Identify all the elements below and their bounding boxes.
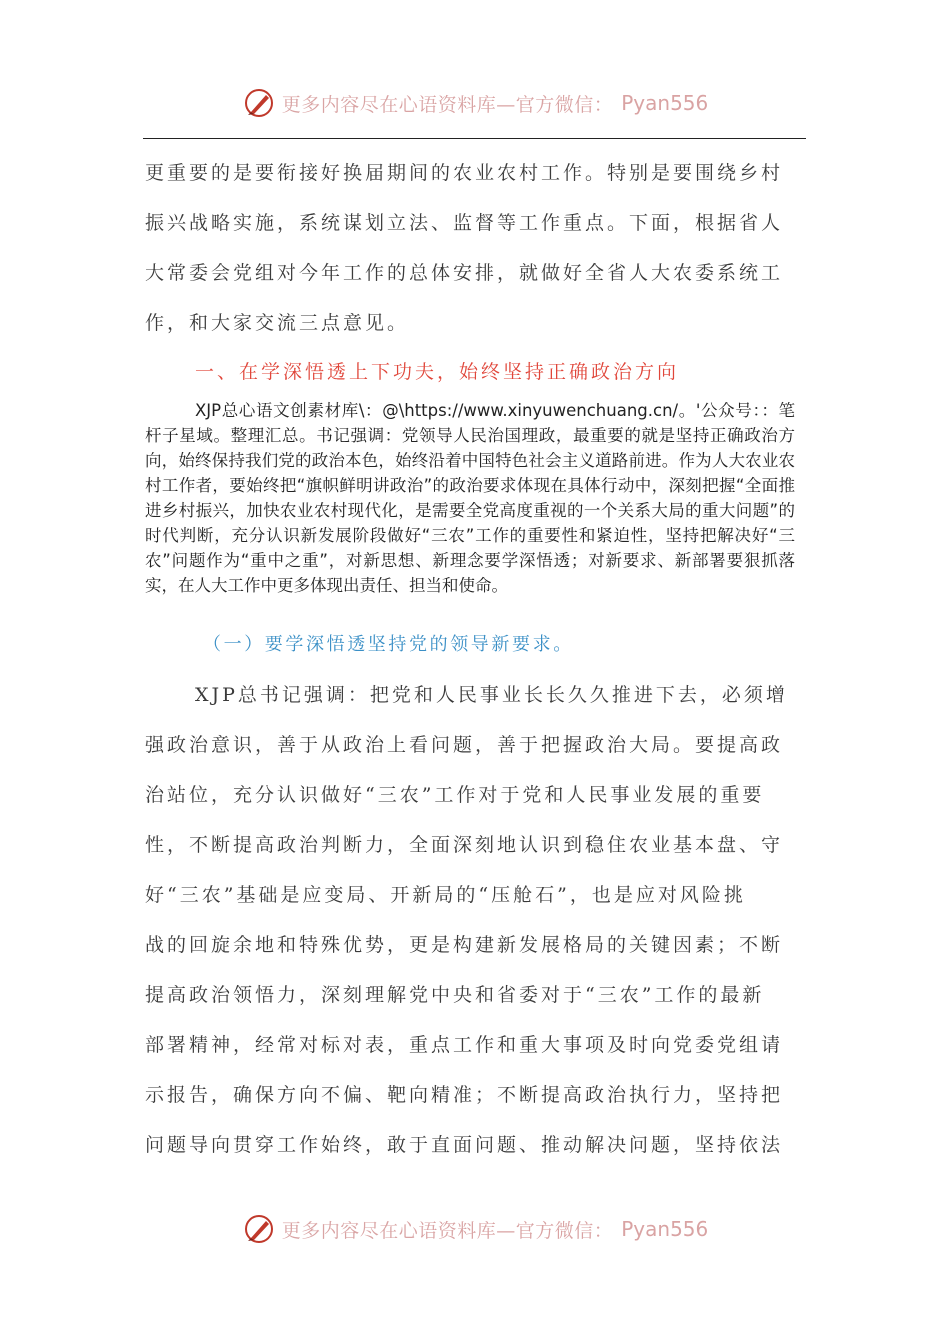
paragraph-text: XJP总心语文创素材库\：@\https://www.xinyuwenchuang.cn/。'公众号：：笔杆子星域。整理汇总。书记强调：党领导人民治国理政，最重要的就是坚持正确政治方向，始终保持我们党的政治本色，始终沿着中国特色社会主义道路前进。作为人大农业农村工作者，要始终把“旗帜鲜明讲政治”的政治要求体现在具体行动中，深刻把握“全面推进乡村振兴，加快农业农村现代化，是需要全党高度重视的一个关系大局的重大问题”的时代判断，充分认识新发展阶段做好“三农”工作的重要性和紧迫性，坚持把解决好“三农”问题作为“重中之重”，对新思想、新理念要学深悟透；对新要求、新部署要狠抓落实，在人大工作中更多体现出责任、担当和使命。 xyxy=(145,401,795,595)
text-line: 作，和大家交流三点意见。 xyxy=(145,312,410,334)
text-line: 战的回旋余地和特殊优势，更是构建新发展格局的关键因素；不断 xyxy=(145,934,784,956)
watermark-wechat-id: Pyan556 xyxy=(621,91,709,115)
footer-watermark xyxy=(0,1204,950,1254)
section-heading-1 xyxy=(145,347,795,397)
text-line: 示报告，确保方向不偏、靶向精准；不断提高政治执行力，坚持把 xyxy=(145,1084,784,1106)
section-heading-2 xyxy=(145,624,795,666)
text-line: 强政治意识，善于从政治上看问题，善于把握政治大局。要提高政 xyxy=(145,734,784,756)
subheading-text: （一）要学深悟透坚持党的领导新要求。 xyxy=(203,634,574,655)
heading-text: 一、在学深悟透上下功夫，始终坚持正确政治方向 xyxy=(195,361,680,383)
text-line: 好“三农”基础是应变局、开新局的“压舱石”，也是应对风险挑 xyxy=(145,884,746,906)
watermark-wechat-id: Pyan556 xyxy=(621,1217,709,1241)
text-line: 性，不断提高政治判断力，全面深刻地认识到稳住农业基本盘、守 xyxy=(145,834,784,856)
paragraph-1 xyxy=(145,148,795,348)
text-line: 更重要的是要衔接好换届期间的农业农村工作。特别是要围绕乡村 xyxy=(145,162,784,184)
text-line: 问题导向贯穿工作始终，敢于直面问题、推动解决问题，坚持依法 xyxy=(145,1134,784,1156)
paragraph-3 xyxy=(145,670,795,1170)
pen-logo-icon xyxy=(242,86,276,120)
text-line: XJP总书记强调：把党和人民事业长长久久推进下去，必须增 xyxy=(195,684,788,706)
watermark-text: 更多内容尽在心语资料库—官方微信： xyxy=(281,93,614,116)
header-divider xyxy=(143,138,806,139)
header-watermark xyxy=(0,78,950,128)
text-line: 提高政治领悟力，深刻理解党中央和省委对于“三农”工作的最新 xyxy=(145,984,765,1006)
text-line: 振兴战略实施，系统谋划立法、监督等工作重点。下面，根据省人 xyxy=(145,212,784,234)
text-line: 大常委会党组对今年工作的总体安排，就做好全省人大农委系统工 xyxy=(145,262,784,284)
pen-logo-icon xyxy=(242,1212,276,1246)
paragraph-2 xyxy=(145,398,795,598)
text-line: 治站位，充分认识做好“三农”工作对于党和人民事业发展的重要 xyxy=(145,784,765,806)
text-line: 部署精神，经常对标对表，重点工作和重大事项及时向党委党组请 xyxy=(145,1034,784,1056)
watermark-text: 更多内容尽在心语资料库—官方微信： xyxy=(281,1219,614,1242)
